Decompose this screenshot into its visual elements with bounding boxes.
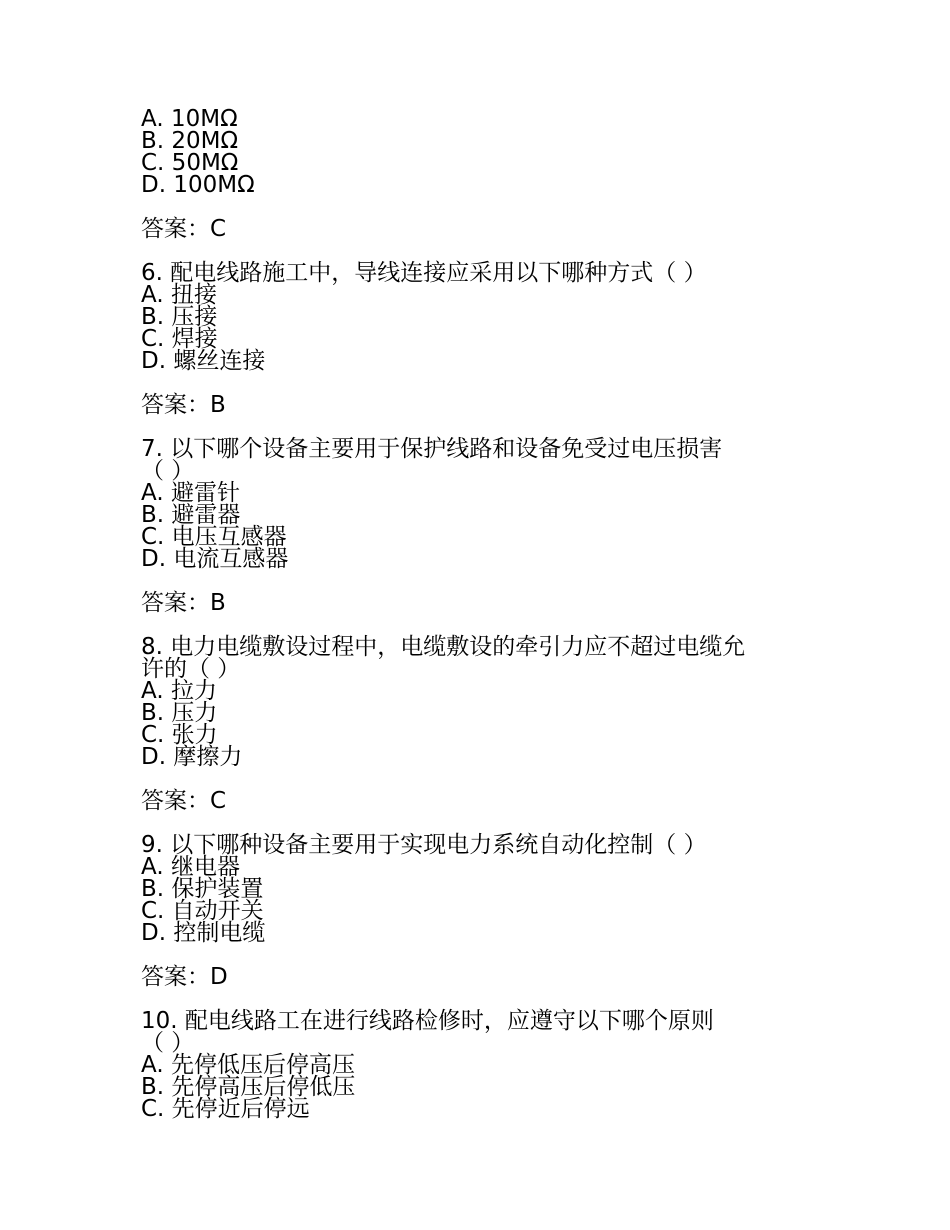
question-10: [141, 1010, 810, 1120]
question-text-line-2: （ ）: [141, 1030, 195, 1056]
option-b: B. 避雷器: [141, 502, 241, 528]
question-text-line-2: 许的（ ）: [141, 656, 241, 682]
question-9-answer: 答案：D: [141, 964, 228, 990]
question-text-line-2: （ ）: [141, 458, 195, 484]
option-a: A. 扭接: [141, 282, 217, 308]
option-a: A. 10MΩ: [141, 106, 238, 132]
option-a: A. 继电器: [141, 854, 240, 880]
option-a: A. 先停低压后停高压: [141, 1052, 355, 1078]
question-7-answer: 答案：B: [141, 590, 226, 616]
question-7: [141, 438, 810, 570]
option-b: B. 保护装置: [141, 876, 264, 902]
option-c: C. 自动开关: [141, 898, 264, 924]
option-d: D. 摩擦力: [141, 744, 243, 770]
option-c: C. 50MΩ: [141, 150, 239, 176]
option-c: C. 焊接: [141, 326, 218, 352]
option-a: A. 避雷针: [141, 480, 240, 506]
option-b: B. 压接: [141, 304, 218, 330]
option-d: D. 控制电缆: [141, 920, 266, 946]
option-b: B. 先停高压后停低压: [141, 1074, 356, 1100]
question-5-options: [141, 108, 810, 196]
question-9: [141, 834, 810, 944]
question-text-line-1: 8. 电力电缆敷设过程中，电缆敷设的牵引力应不超过电缆允: [141, 634, 746, 660]
question-6: [141, 262, 810, 372]
question-text-line-1: 10. 配电线路工在进行线路检修时，应遵守以下哪个原则: [141, 1008, 714, 1034]
option-c: C. 先停近后停远: [141, 1096, 310, 1122]
option-b: B. 压力: [141, 700, 218, 726]
question-text: 6. 配电线路施工中，导线连接应采用以下哪种方式（ ）: [141, 260, 707, 286]
question-5-answer: 答案：C: [141, 216, 227, 242]
question-text-line-1: 7. 以下哪个设备主要用于保护线路和设备免受过电压损害: [141, 436, 723, 462]
option-b: B. 20MΩ: [141, 128, 239, 154]
option-d: D. 电流互感器: [141, 546, 289, 572]
question-8: [141, 636, 810, 768]
option-c: C. 张力: [141, 722, 218, 748]
option-d: D. 螺丝连接: [141, 348, 266, 374]
question-8-answer: 答案：C: [141, 788, 227, 814]
option-d: D. 100MΩ: [141, 172, 255, 198]
question-6-answer: 答案：B: [141, 392, 226, 418]
option-c: C. 电压互感器: [141, 524, 287, 550]
option-a: A. 拉力: [141, 678, 217, 704]
question-text: 9. 以下哪种设备主要用于实现电力系统自动化控制（ ）: [141, 832, 707, 858]
